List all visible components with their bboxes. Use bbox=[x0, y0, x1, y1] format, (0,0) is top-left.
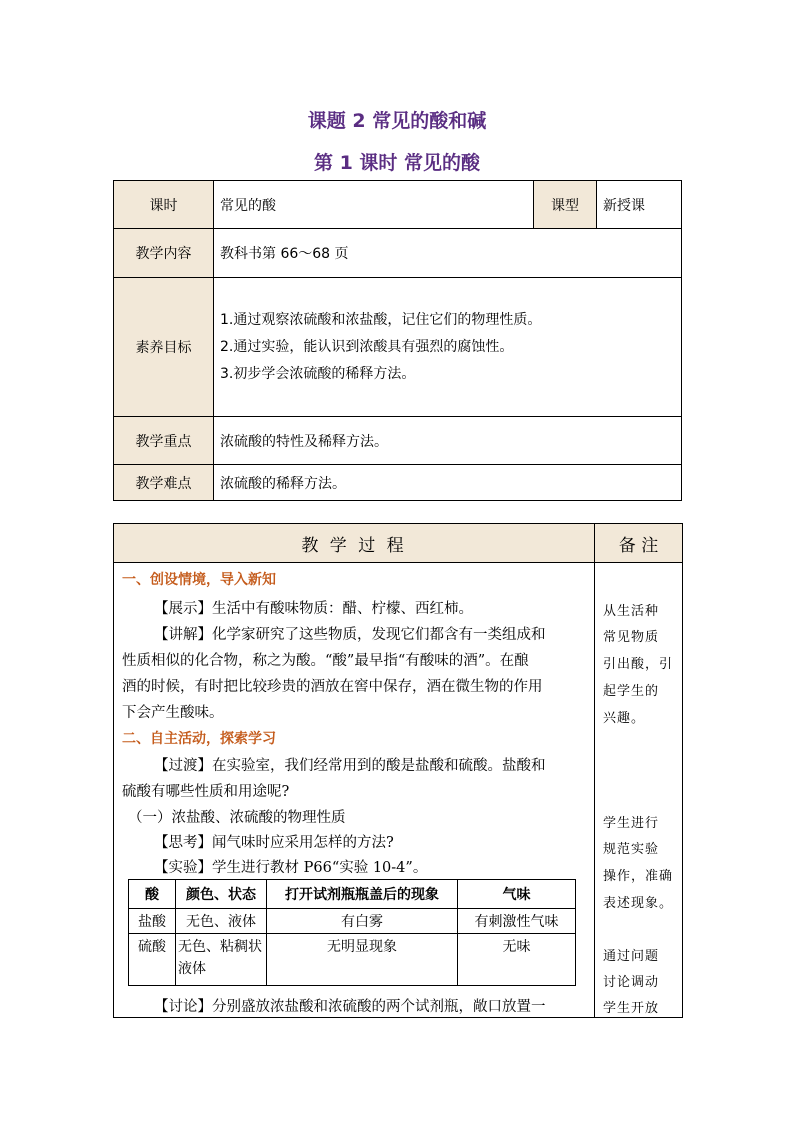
difficulty-value: 浓硫酸的稀释方法。 bbox=[214, 465, 682, 501]
period-label: 课时 bbox=[114, 181, 214, 229]
note-line: 学生进行 bbox=[603, 816, 660, 831]
cell-acid-name: 盐酸 bbox=[129, 909, 176, 934]
goals-label: 素养目标 bbox=[114, 278, 214, 417]
process-line: 硫酸有哪些性质和用途呢? bbox=[122, 784, 290, 800]
note-line: 通过问题 bbox=[603, 949, 660, 964]
content-label: 教学内容 bbox=[114, 229, 214, 278]
process-line: 【思考】闻气味时应采用怎样的方法? bbox=[154, 835, 394, 851]
note-line: 从生活种 bbox=[603, 604, 660, 619]
col-header-color-state: 颜色、状态 bbox=[176, 880, 267, 909]
period-value: 常见的酸 bbox=[214, 181, 534, 229]
notes-body bbox=[595, 563, 683, 1018]
process-line: 【展示】生活中有酸味物质：醋、柠檬、西红柿。 bbox=[154, 601, 473, 617]
section-heading: 二、自主活动，探索学习 bbox=[122, 731, 276, 747]
type-value: 新授课 bbox=[597, 181, 682, 229]
note-line: 引出酸，引 bbox=[603, 657, 674, 672]
cell-acid-name: 硫酸 bbox=[129, 934, 176, 986]
notes-header: 备 注 bbox=[595, 524, 683, 563]
note-line: 兴趣。 bbox=[603, 711, 646, 726]
cell-color-state: 无色、粘稠状液体 bbox=[176, 934, 267, 986]
lesson-subtitle: 第 1 课时 常见的酸 bbox=[313, 152, 481, 174]
note-line: 规范实验 bbox=[603, 842, 660, 857]
goal-item: 1.通过观察浓硫酸和浓盐酸，记住它们的物理性质。 bbox=[220, 311, 542, 328]
col-header-odor: 气味 bbox=[458, 880, 576, 909]
goal-item: 3.初步学会浓硫酸的稀释方法。 bbox=[220, 365, 416, 382]
key-point-label: 教学重点 bbox=[114, 417, 214, 465]
content-value: 教科书第 66～68 页 bbox=[214, 229, 682, 278]
lesson-title: 课题 2 常见的酸和碱 bbox=[307, 110, 487, 132]
goal-item: 2.通过实验，能认识到浓酸具有强烈的腐蚀性。 bbox=[220, 338, 514, 355]
process-body bbox=[114, 563, 595, 1018]
process-header: 教 学 过 程 bbox=[114, 524, 595, 563]
process-line: 下会产生酸味。 bbox=[122, 705, 224, 721]
process-line: 【过渡】在实验室，我们经常用到的酸是盐酸和硫酸。盐酸和 bbox=[154, 758, 546, 774]
difficulty-label: 教学难点 bbox=[114, 465, 214, 501]
note-line: 讨论调动 bbox=[603, 975, 660, 990]
cell-odor: 有刺激性气味 bbox=[458, 909, 576, 934]
process-line: 酒的时候，有时把比较珍贵的酒放在窖中保存，酒在微生物的作用 bbox=[122, 679, 543, 695]
note-line: 起学生的 bbox=[603, 684, 660, 699]
note-line: 常见物质 bbox=[603, 630, 660, 645]
process-line: 【讲解】化学家研究了这些物质，发现它们都含有一类组成和 bbox=[154, 627, 546, 643]
process-line: 性质相似的化合物，称之为酸。“酸”最早指“有酸味的酒”。在酿 bbox=[122, 653, 529, 669]
section-heading: 一、创设情境，导入新知 bbox=[122, 572, 276, 588]
process-line: 【讨论】分别盛放浓盐酸和浓硫酸的两个试剂瓶，敞口放置一 bbox=[154, 999, 546, 1015]
note-line: 表述现象。 bbox=[603, 896, 674, 911]
note-line: 操作，准确 bbox=[603, 869, 674, 884]
cell-odor: 无味 bbox=[458, 934, 576, 986]
cell-color-state: 无色、液体 bbox=[176, 909, 267, 934]
process-line: 【实验】学生进行教材 P66“实验 10-4”。 bbox=[154, 860, 428, 876]
info-table bbox=[113, 180, 682, 501]
cell-phenomenon: 无明显现象 bbox=[267, 934, 458, 986]
acid-properties-table bbox=[128, 879, 576, 986]
col-header-phenomenon: 打开试剂瓶瓶盖后的现象 bbox=[267, 880, 458, 909]
subsection-heading: （一）浓盐酸、浓硫酸的物理性质 bbox=[128, 810, 346, 826]
note-line: 学生开放 bbox=[603, 1001, 660, 1016]
cell-phenomenon: 有白雾 bbox=[267, 909, 458, 934]
type-label: 课型 bbox=[534, 181, 597, 229]
goals-list bbox=[214, 278, 682, 417]
col-header-acid: 酸 bbox=[129, 880, 176, 909]
key-point-value: 浓硫酸的特性及稀释方法。 bbox=[214, 417, 682, 465]
process-table bbox=[113, 523, 683, 1018]
